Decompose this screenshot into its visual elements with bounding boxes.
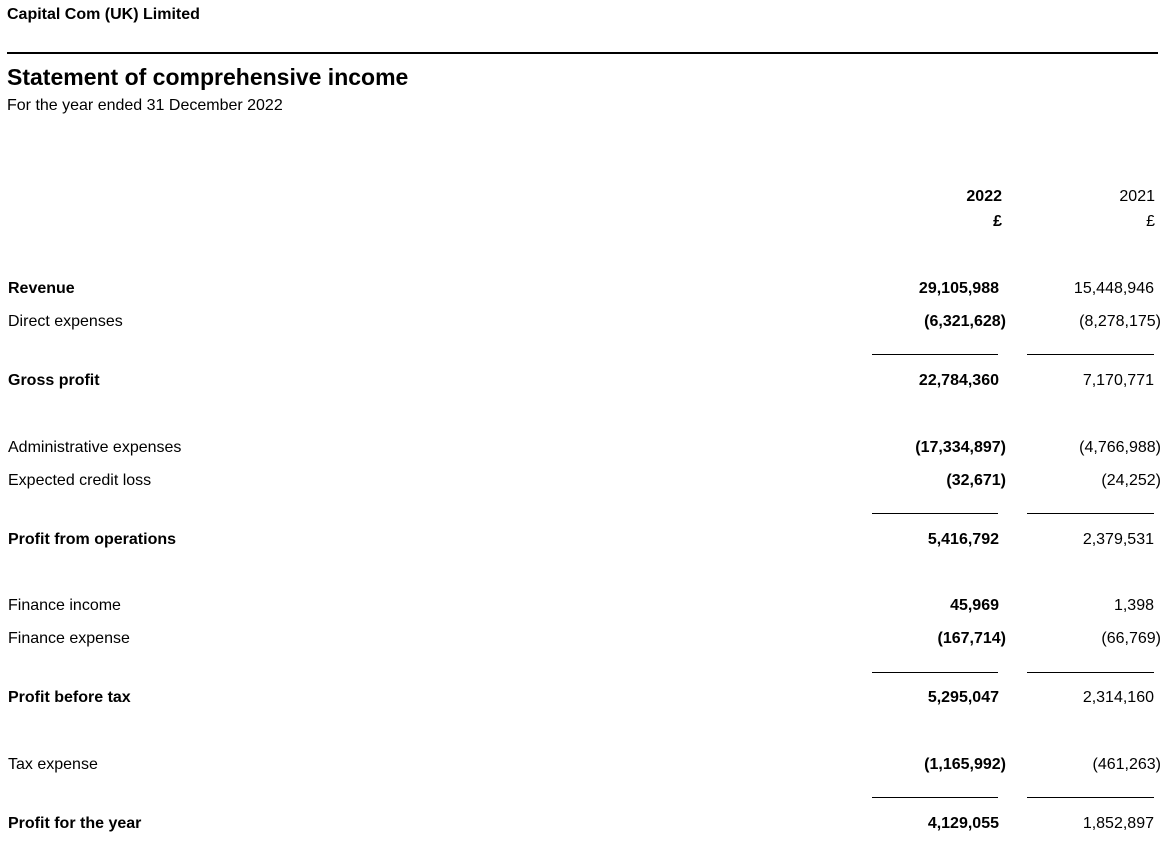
row-expected-credit-loss bbox=[0, 472, 1164, 494]
subtotal-rule-2022 bbox=[872, 354, 998, 355]
subtotal-rule-2022 bbox=[872, 513, 998, 514]
value-2021: 1,398 bbox=[1113, 597, 1154, 614]
value-2021: (4,766,988) bbox=[1079, 439, 1161, 456]
row-label: Gross profit bbox=[8, 372, 100, 389]
row-gross-profit bbox=[0, 372, 1164, 394]
column-header-prior-currency: £ bbox=[1146, 213, 1155, 230]
row-label: Expected credit loss bbox=[8, 472, 152, 489]
column-header-current-year: 2022 bbox=[966, 188, 1002, 205]
value-2021: (461,263) bbox=[1092, 756, 1161, 773]
value-2022: 5,416,792 bbox=[927, 531, 999, 548]
value-2021: (24,252) bbox=[1101, 472, 1161, 489]
row-profit-from-operations bbox=[0, 531, 1164, 553]
value-2022: (17,334,897) bbox=[915, 439, 1006, 456]
value-2022: (1,165,992) bbox=[924, 756, 1006, 773]
row-administrative-expenses bbox=[0, 439, 1164, 461]
value-2022: 22,784,360 bbox=[918, 372, 999, 389]
value-2021: 2,314,160 bbox=[1082, 689, 1154, 706]
row-label: Tax expense bbox=[8, 756, 98, 773]
row-label: Profit from operations bbox=[8, 531, 177, 548]
header-divider bbox=[7, 52, 1158, 54]
statement-subtitle: For the year ended 31 December 2022 bbox=[7, 97, 283, 114]
row-label: Profit for the year bbox=[8, 815, 142, 832]
value-2022: (6,321,628) bbox=[924, 313, 1006, 330]
value-2021: 15,448,946 bbox=[1073, 280, 1154, 297]
subtotal-rule-2021 bbox=[1027, 672, 1154, 673]
value-2022: 45,969 bbox=[950, 597, 999, 614]
value-2022: 4,129,055 bbox=[927, 815, 999, 832]
row-tax-expense bbox=[0, 756, 1164, 778]
value-2021: (66,769) bbox=[1101, 630, 1161, 647]
row-profit-before-tax bbox=[0, 689, 1164, 711]
row-label: Finance expense bbox=[8, 630, 130, 647]
value-2021: (8,278,175) bbox=[1079, 313, 1161, 330]
row-direct-expenses bbox=[0, 313, 1164, 335]
row-label: Profit before tax bbox=[8, 689, 131, 706]
statement-title: Statement of comprehensive income bbox=[7, 64, 409, 90]
subtotal-rule-2021 bbox=[1027, 513, 1154, 514]
value-2021: 1,852,897 bbox=[1082, 815, 1154, 832]
subtotal-rule-2021 bbox=[1027, 797, 1154, 798]
value-2021: 2,379,531 bbox=[1082, 531, 1154, 548]
value-2021: 7,170,771 bbox=[1082, 372, 1154, 389]
subtotal-rule-2022 bbox=[872, 672, 998, 673]
column-header-current-currency: £ bbox=[993, 213, 1002, 230]
value-2022: (167,714) bbox=[937, 630, 1006, 647]
value-2022: 29,105,988 bbox=[918, 280, 999, 297]
row-label: Revenue bbox=[8, 280, 75, 297]
row-label: Direct expenses bbox=[8, 313, 123, 330]
row-label: Finance income bbox=[8, 597, 121, 614]
row-label: Administrative expenses bbox=[8, 439, 182, 456]
row-finance-income bbox=[0, 597, 1164, 619]
row-profit-for-the-year bbox=[0, 815, 1164, 837]
row-revenue bbox=[0, 280, 1164, 302]
subtotal-rule-2022 bbox=[872, 797, 998, 798]
value-2022: 5,295,047 bbox=[927, 689, 999, 706]
subtotal-rule-2021 bbox=[1027, 354, 1154, 355]
company-name: Capital Com (UK) Limited bbox=[7, 6, 200, 23]
value-2022: (32,671) bbox=[946, 472, 1006, 489]
row-finance-expense bbox=[0, 630, 1164, 652]
column-header-prior-year: 2021 bbox=[1119, 188, 1155, 205]
